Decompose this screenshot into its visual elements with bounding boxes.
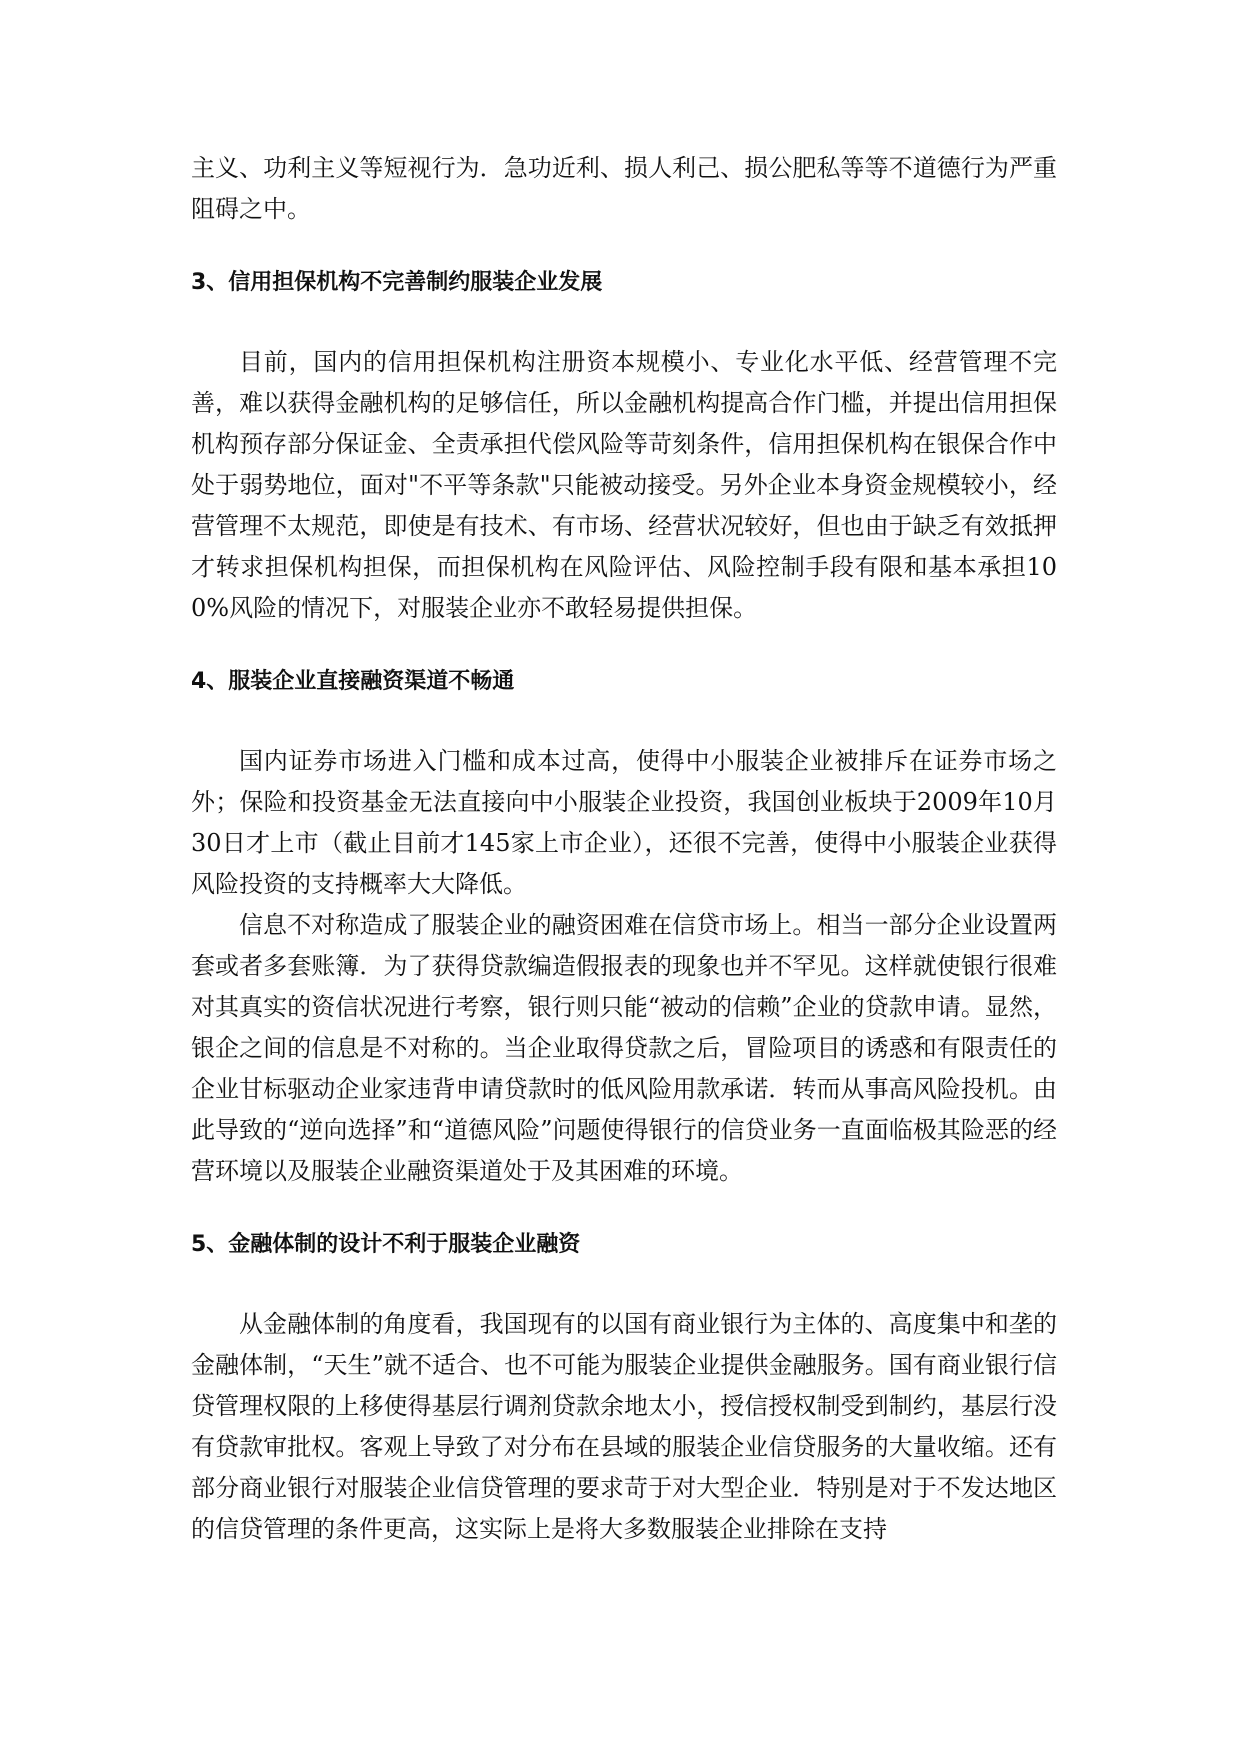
intro-paragraph: 主义、功利主义等短视行为．急功近利、损人利己、损公肥私等等不道德行为严重阻碍之中。 [191,154,1057,223]
section-3-paragraph-1: 目前，国内的信用担保机构注册资本规模小、专业化水平低、经营管理不完善，难以获得金融机构的足够信任，所以金融机构提高合作门槛，并提出信用担保机构预存部分保证金、全责承担代偿风险等苛刻条件，信用担保机构在银保合作中处于弱势地位，面对"不平等条款"只能被动接受。另外企业本身资金规模较小，经营管理不太规范，即使是有技术、有市场、经营状况较好，但也由于缺乏有效抵押才转求担保机构担保，而担保机构在风险评估、风险控制手段有限和基本承担100%风险的情况下，对服装企业亦不敢轻易提供担保。 [191,348,1057,622]
section-heading-3: 3、信用担保机构不完善制约服装企业发展 [191,270,603,295]
document-body [191,148,1057,1550]
section-heading-5: 5、金融体制的设计不利于服装企业融资 [191,1232,581,1257]
section-heading-4: 4、服装企业直接融资渠道不畅通 [191,669,515,694]
section-4-paragraph-2: 信息不对称造成了服装企业的融资困难在信贷市场上。相当一部分企业设置两套或者多套账簿．为了获得贷款编造假报表的现象也并不罕见。这样就使银行很难对其真实的资信状况进行考察，银行则只能“被动的信赖”企业的贷款申请。显然，银企之间的信息是不对称的。当企业取得贷款之后，冒险项目的诱惑和有限责任的企业甘标驱动企业家违背申请贷款时的低风险用款承诺．转而从事高风险投机。由此导致的“逆向选择”和“道德风险”问题使得银行的信贷业务一直面临极其险恶的经营环境以及服装企业融资渠道处于及其困难的环境。 [191,911,1057,1185]
section-4-paragraph-1: 国内证券市场进入门槛和成本过高，使得中小服装企业被排斥在证券市场之外；保险和投资基金无法直接向中小服装企业投资，我国创业板块于2009年10月30日才上市（截止目前才145家上市企业），还很不完善，使得中小服装企业获得风险投资的支持概率大大降低。 [191,747,1057,898]
section-5-paragraph-1: 从金融体制的角度看，我国现有的以国有商业银行为主体的、高度集中和垄的金融体制，“天生”就不适合、也不可能为服装企业提供金融服务。国有商业银行信贷管理权限的上移使得基层行调剂贷款余地太小，授信授权制受到制约，基层行没有贷款审批权。客观上导致了对分布在县域的服装企业信贷服务的大量收缩。还有部分商业银行对服装企业信贷管理的要求苛于对大型企业．特别是对于不发达地区的信贷管理的条件更高，这实际上是将大多数服装企业排除在支持 [191,1310,1057,1543]
